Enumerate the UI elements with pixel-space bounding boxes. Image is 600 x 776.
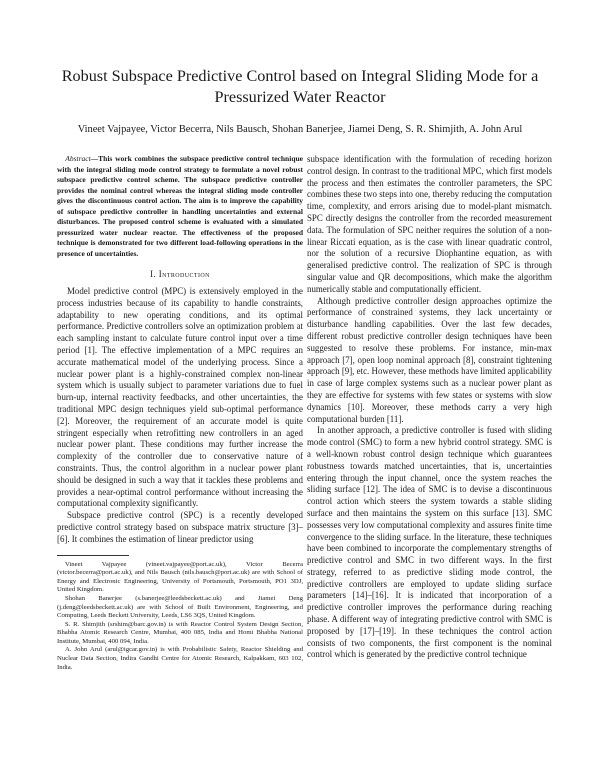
body-paragraph: Model predictive control (MPC) is extensively employed in the process industries because of its capability to handle constraints, adaptability to new operating conditions, and its optimal performance. Predictive controllers solve an optimization problem at each sampling instant to calculate future control input over a time period [1]. The effective implementation of a MPC requires an accurate mathematical model of the underlying process. Since a nuclear power plant is a highly-constrained complex non-linear system which is usually subject to parameter variations due to fuel burn-up, internal reactivity feedbacks, and other uncertainties, the traditional MPC design techniques yield sub-optimal performance [2]. Moreover, the requirement of an accurate model is quite stringent especially when retrofitting new controllers in an aged nuclear power plant. These conditions may further increase the complexity of the controller due to conservative nature of constraints. Thus, the control algorithm in a nuclear power plant should be designed in such a way that it tackles these problems and provides a near-optimal control performance without increasing the computational complexity significantly. xyxy=(57,286,303,509)
paper-title: Robust Subspace Predictive Control based on Integral Sliding Mode for a Pressurized Water Reactor xyxy=(61,67,539,106)
footnote: A. John Arul (arul@igcar.gov.in) is with Probabilistic Safety, Reactor Shielding and Nuclear Data Section, Indira Gandhi Centre for Atomic Research, Kalpakkam, 603 102, India. xyxy=(57,646,303,671)
section-number: I. xyxy=(150,269,157,279)
footnote: S. R. Shimjith (srshim@barc.gov.in) is with Reactor Control System Design Section, Bhabha Atomic Research Centre, Mumbai, 400 085, India and Homi Bhabha National Institute, Mumbai, 400 094, India. xyxy=(57,620,303,645)
footnote-divider xyxy=(57,555,129,556)
author-list: Vineet Vajpayee, Victor Becerra, Nils Bausch, Shohan Banerjee, Jiamei Deng, S. R. Shimjith, A. John Arul xyxy=(77,124,523,135)
body-paragraph: Subspace predictive control (SPC) is a recently developed predictive control strategy based on subspace matrix structure [3]–[6]. It combines the estimation of linear predictor using xyxy=(57,510,303,544)
footnote: Shohan Banerjee (s.banerjee@leedsbeckett.ac.uk) and Jiamei Deng (j.deng@leedsbeckett.ac.uk) are with School of Built Environment, Engineering, and Computing, Leeds Beckett University, Leeds, LS6 3QS, United Kingdom. xyxy=(57,594,303,620)
section-title: Introduction xyxy=(158,269,210,279)
body-paragraph: subspace identification with the formulation of receding horizon control design. In contrast to the traditional MPC, which first models the process and then estimates the controller parameters, the SPC combines these two steps into one, thereby reducing the computation time, complexity, and errors arising due to model-plant mismatch. SPC directly designs the controller from the recorded measurement data. The formulation of SPC neither requires the solution of a non-linear Riccati equation, as is the case with linear quadratic control, nor the solution of a recursive Diophantine equation, as with generalised predictive control. The realization of SPC is through singular value and QR decompositions, which make the algorithm numerically stable and computationally efficient. xyxy=(307,154,553,294)
abstract: Abstract—This work combines the subspace predictive control technique with the integral sliding mode control strategy to formulate a novel robust subspace predictive control scheme. The subspace predictive controller provides the nominal control whereas the integral sliding mode controller gives the discontinuous control action. The aim is to improve the capability of subspace predictive controller in handling uncertainties and external disturbances. The proposed control scheme is evaluated with a simulated pressurized water nuclear reactor. The effectiveness of the proposed technique is demonstrated for two different load-following operations in the presence of uncertainties. xyxy=(57,154,303,258)
right-column xyxy=(307,154,552,661)
abstract-text: This work combines the subspace predictive control technique with the integral sliding mode control strategy to formulate a novel robust subspace predictive control scheme. The subspace predictive controller provides the nominal control whereas the integral sliding mode controller gives the discontinuous control action. The aim is to improve the capability of subspace predictive controller in handling uncertainties and external disturbances. The proposed control scheme is evaluated with a simulated pressurized water nuclear reactor. The effectiveness of the proposed technique is demonstrated for two different load-following operations in the presence of uncertainties. xyxy=(57,154,303,258)
body-paragraph: Although predictive controller design approaches optimize the performance of constrained systems, they lack uncertainty or disturbance handling capabilities. Over the last few decades, different robust predictive controller design techniques have been suggested to resolve these problems. For instance, min-max approach [7], open loop nominal approach [8], constraint tightening approach [9], etc. However, these methods have limited applicability in case of large complex systems such as a nuclear power plant as they are effective for systems with few states or systems with slow dynamics [10]. Moreover, these methods carry a very high computational burden [11]. xyxy=(307,295,552,424)
left-column xyxy=(57,154,303,672)
body-paragraph: In another approach, a predictive controller is fused with sliding mode control (SMC) to form a new hybrid control strategy. SMC is a well-known robust control design technique which guarantees robustness towards matched uncertainties, that is, uncertainties entering through the input channel, once the system reaches the sliding surface [12]. The idea of SMC is to devise a discontinuous control action which steers the system towards a stable sliding surface and then maintains the system on this surface [13]. SMC possesses very low computational complexity and assures finite time convergence to the sliding surface. In the literature, these techniques have been combined to incorporate the complementary strengths of predictive control and SMC in two different ways. In the first strategy, referred to as predictive sliding mode control, the predictive controllers are employed to update sliding surface parameters [14]–[16]. It is indicated that incorporation of a predictive controller improves the performance during reaching phase. A different way of integrating predictive control with SMC is proposed by [17]–[19]. In these techniques the control action consists of two components, the first component is the nominal control which is generated by the predictive control technique xyxy=(307,425,552,660)
footnote: Vineet Vajpayee (vineet.vajpayee@port.ac.uk), Victor Becerra (victor.becerra@port.ac.uk), and Nils Bausch (nils.bausch@port.ac.uk) are with School of Energy and Electronic Engineering, University of Portsmouth, Portsmouth, PO1 3DJ, United Kingdom. xyxy=(57,560,303,594)
section-heading xyxy=(57,269,303,280)
abstract-lead: Abstract xyxy=(65,154,91,163)
